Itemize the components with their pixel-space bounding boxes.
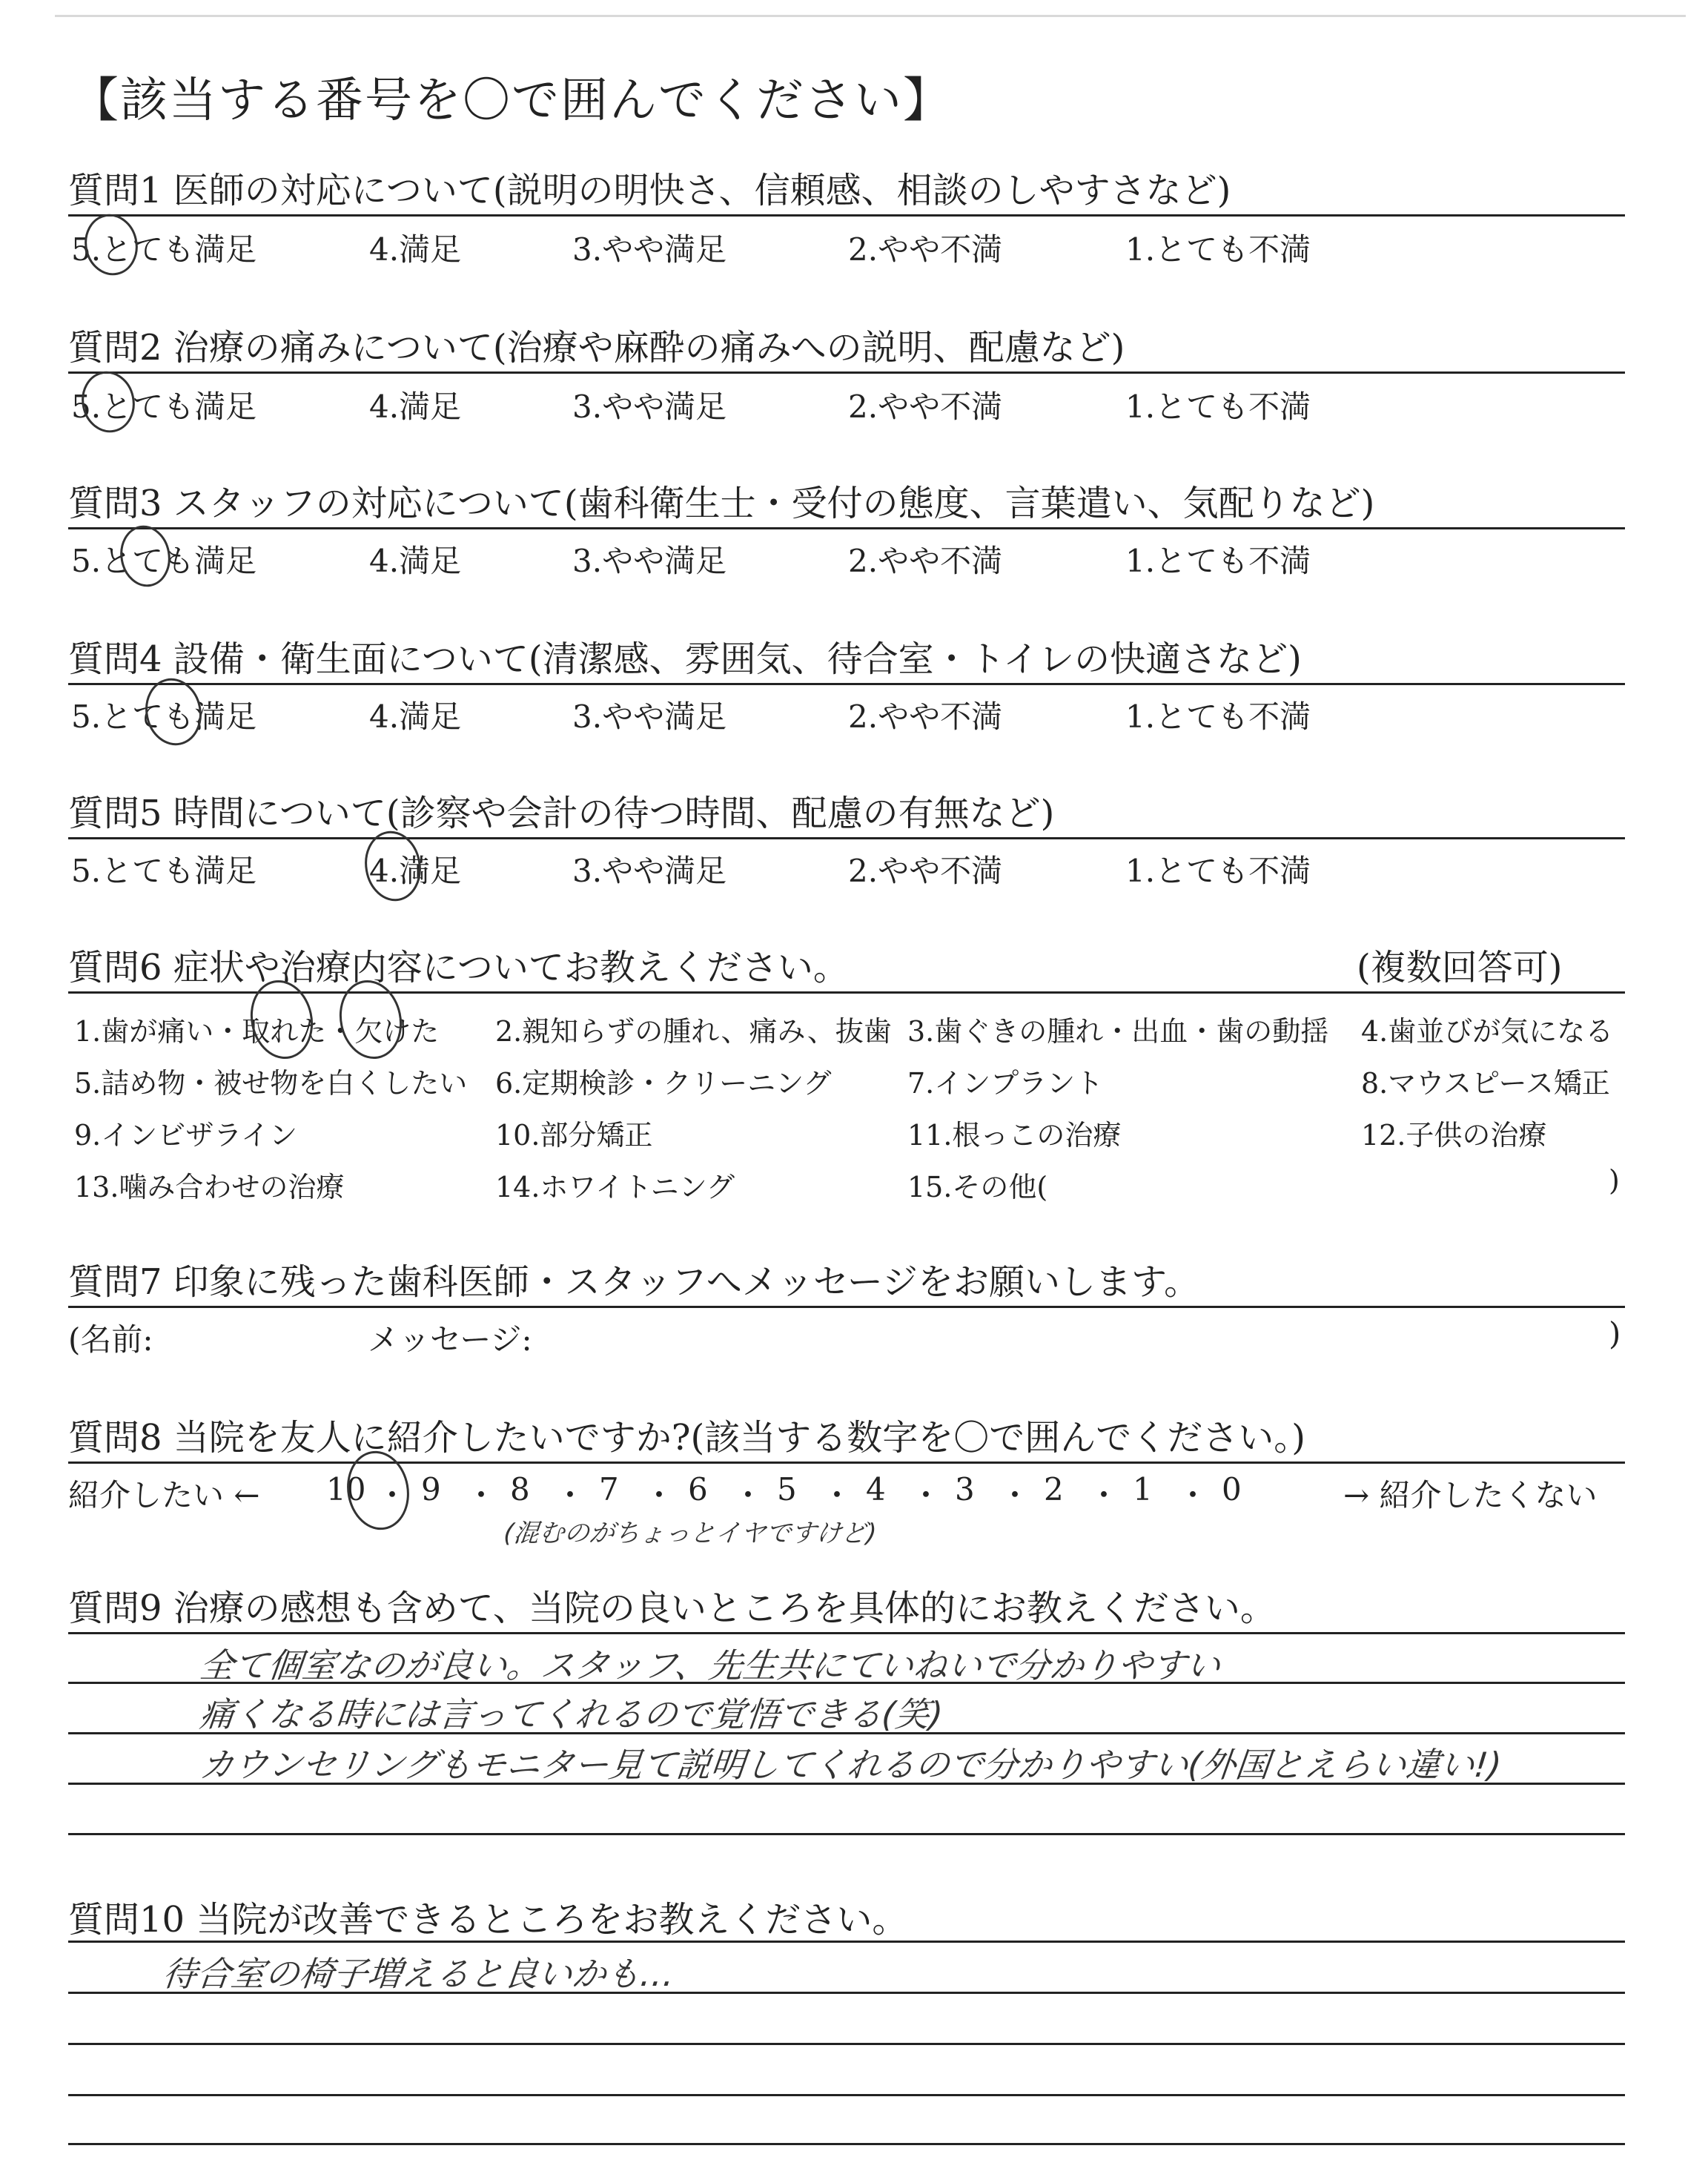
q8-scale-sep: ・ <box>732 1477 764 1513</box>
q7-close-paren: ) <box>1609 1315 1621 1352</box>
q5-option-1[interactable]: 1.とても不満 <box>1125 853 1311 889</box>
page-heading: 【該当する番号を〇で囲んでください】 <box>71 73 952 128</box>
q5-option-5[interactable]: 5.とても満足 <box>71 853 257 889</box>
q6-option-15[interactable]: 15.その他( <box>907 1171 1048 1203</box>
question-6-title: 質問6 症状や治療内容についてお教えください。 <box>68 947 849 988</box>
q8-scale-3[interactable]: 3 <box>955 1471 975 1507</box>
q5-selection-circle <box>361 828 426 904</box>
q3-option-2[interactable]: 2.やや不満 <box>848 543 1003 579</box>
q7-name-label: (名前: <box>68 1321 153 1358</box>
q3-option-3[interactable]: 3.やや満足 <box>572 543 727 579</box>
q5-option-4[interactable]: 4.満足 <box>369 853 462 889</box>
q4-option-4[interactable]: 4.満足 <box>369 698 462 735</box>
q6-option-5[interactable]: 5.詰め物・被せ物を白くしたい <box>74 1067 468 1100</box>
q9-answer-line-2: 痛くなる時には言ってくれるので覚悟できる(笑) <box>197 1694 945 1734</box>
q4-option-5[interactable]: 5.とても満足 <box>71 698 257 735</box>
q8-right-label: → 紹介したくない <box>1343 1477 1598 1513</box>
q6-option-3[interactable]: 3.歯ぐきの腫れ・出血・歯の動揺 <box>907 1015 1329 1048</box>
q1-option-2[interactable]: 2.やや不満 <box>848 231 1003 268</box>
question-10-title: 質問10 当院が改善できるところをお教えください。 <box>68 1899 908 1941</box>
q8-scale-sep: ・ <box>466 1477 497 1513</box>
q10-answer-line-1: 待合室の椅子増えると良いかも… <box>160 1954 677 1994</box>
q1-option-5[interactable]: 5.とても満足 <box>71 231 257 268</box>
q1-option-1[interactable]: 1.とても不満 <box>1125 231 1311 268</box>
q6-option-1[interactable]: 1.歯が痛い・取れた・欠けた <box>74 1015 440 1048</box>
question-9-title: 質問9 治療の感想も含めて、当院の良いところを具体的にお教えください。 <box>68 1588 1276 1629</box>
q5-option-3[interactable]: 3.やや満足 <box>572 853 727 889</box>
q3-option-4[interactable]: 4.満足 <box>369 543 462 579</box>
q8-scale-sep: ・ <box>377 1477 408 1513</box>
q8-scale-7[interactable]: 7 <box>599 1471 619 1507</box>
q6-option-15-close: ) <box>1609 1164 1620 1197</box>
q2-option-2[interactable]: 2.やや不満 <box>848 389 1003 425</box>
q5-option-2[interactable]: 2.やや不満 <box>848 853 1003 889</box>
q1-option-3[interactable]: 3.やや満足 <box>572 231 727 268</box>
q6-option-6[interactable]: 6.定期検診・クリーニング <box>495 1067 832 1100</box>
q8-scale-6[interactable]: 6 <box>688 1471 708 1507</box>
q7-message-label: メッセージ: <box>368 1321 532 1358</box>
q6-selection-circle-kaketa <box>334 976 408 1063</box>
q8-scale-sep: ・ <box>821 1477 853 1513</box>
q6-option-4[interactable]: 4.歯並びが気になる <box>1361 1015 1614 1048</box>
q6-option-11[interactable]: 11.根っこの治療 <box>907 1119 1122 1152</box>
q8-selection-circle <box>342 1447 414 1533</box>
q8-scale-5[interactable]: 5 <box>777 1471 797 1507</box>
q6-option-7[interactable]: 7.インプラント <box>907 1067 1104 1100</box>
q1-option-4[interactable]: 4.満足 <box>369 231 462 268</box>
q4-option-3[interactable]: 3.やや満足 <box>572 698 727 735</box>
q2-selection-circle <box>77 368 139 436</box>
q8-handwritten-note: (混むのがちょっとイヤですけど) <box>502 1519 878 1548</box>
q3-option-5[interactable]: 5.とても満足 <box>71 543 257 579</box>
q4-selection-circle <box>141 674 207 749</box>
q8-scale-1[interactable]: 1 <box>1133 1471 1153 1507</box>
q3-selection-circle <box>117 523 174 589</box>
q6-option-12[interactable]: 12.子供の治療 <box>1361 1119 1547 1152</box>
q8-scale-sep: ・ <box>1088 1477 1120 1513</box>
question-3-title: 質問3 スタッフの対応について(歯科衛生士・受付の態度、言葉遣い、気配りなど) <box>68 483 1375 524</box>
q2-option-3[interactable]: 3.やや満足 <box>572 389 727 425</box>
q2-option-4[interactable]: 4.満足 <box>369 389 462 425</box>
question-6-note: (複数回答可) <box>1357 947 1563 988</box>
q4-option-2[interactable]: 2.やや不満 <box>848 698 1003 735</box>
q8-scale-sep: ・ <box>643 1477 675 1513</box>
q8-left-label: 紹介したい ← <box>68 1477 260 1513</box>
question-8-title: 質問8 当院を友人に紹介したいですか?(該当する数字を〇で囲んでください。) <box>68 1417 1305 1459</box>
q1-selection-circle <box>80 211 142 279</box>
q6-option-14[interactable]: 14.ホワイトニング <box>495 1171 735 1203</box>
question-5-title: 質問5 時間について(診察や会計の待つ時間、配慮の有無など) <box>68 793 1055 834</box>
q8-scale-10[interactable]: 10 <box>326 1471 366 1507</box>
q8-scale-9[interactable]: 9 <box>421 1471 441 1507</box>
q6-option-9[interactable]: 9.インビザライン <box>74 1119 298 1152</box>
q8-scale-2[interactable]: 2 <box>1044 1471 1064 1507</box>
q8-scale-0[interactable]: 0 <box>1222 1471 1242 1507</box>
q8-scale-sep: ・ <box>555 1477 586 1513</box>
question-1-title: 質問1 医師の対応について(説明の明快さ、信頼感、相談のしやすさなど) <box>68 170 1231 211</box>
q9-answer-line-1: 全て個室なのが良い。スタッフ、先生共にていねいで分かりやすい <box>197 1645 1222 1685</box>
q6-option-10[interactable]: 10.部分矯正 <box>495 1119 653 1152</box>
q8-scale-8[interactable]: 8 <box>510 1471 530 1507</box>
q9-answer-line-3: カウンセリングもモニター見て説明してくれるので分かりやすい(外国とえらい違い!) <box>197 1745 1503 1785</box>
q8-scale-sep: ・ <box>1177 1477 1209 1513</box>
q6-option-8[interactable]: 8.マウスピース矯正 <box>1361 1067 1610 1100</box>
q2-option-1[interactable]: 1.とても不満 <box>1125 389 1311 425</box>
q4-option-1[interactable]: 1.とても不満 <box>1125 698 1311 735</box>
q6-selection-circle-toreta <box>245 976 319 1063</box>
q2-option-5[interactable]: 5.とても満足 <box>71 389 257 425</box>
q3-option-1[interactable]: 1.とても不満 <box>1125 543 1311 579</box>
q6-option-2[interactable]: 2.親知らずの腫れ、痛み、抜歯 <box>495 1015 892 1048</box>
q8-scale-4[interactable]: 4 <box>866 1471 886 1507</box>
q8-scale-sep: ・ <box>999 1477 1031 1513</box>
q8-scale-sep: ・ <box>910 1477 942 1513</box>
question-7-title: 質問7 印象に残った歯科医師・スタッフへメッセージをお願いします。 <box>68 1261 1200 1303</box>
q6-option-13[interactable]: 13.噛み合わせの治療 <box>74 1171 345 1203</box>
question-4-title: 質問4 設備・衛生面について(清潔感、雰囲気、待合室・トイレの快適さなど) <box>68 638 1302 680</box>
question-2-title: 質問2 治療の痛みについて(治療や麻酔の痛みへの説明、配慮など) <box>68 327 1125 369</box>
